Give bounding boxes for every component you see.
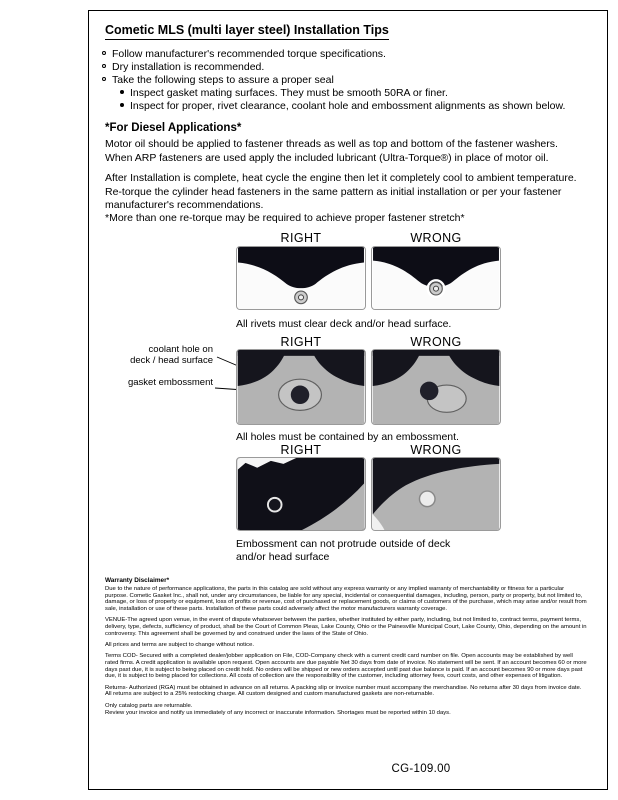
diagram-embossment-right-image	[236, 349, 366, 425]
document-page	[88, 10, 608, 790]
open-bullet-icon	[102, 51, 106, 55]
list-item	[102, 48, 582, 60]
warranty-paragraph: Returns- Authorized (RGA) must be obtained in advance on all returns. A packing slip or invoice number must accompany the merchandise. No returns after 30 days from invoice date. All returns are subject to a 25% restocking charge. All custom designed and custom manufactured gaskets are non-returnable.	[105, 684, 582, 698]
bullet-text: Dry installation is recommended.	[112, 61, 265, 73]
embossment-inside-diagram	[237, 458, 365, 530]
diagram-embossment-wrong-image	[371, 349, 501, 425]
row2-caption: All holes must be contained by an embossment.	[236, 431, 459, 443]
hole-contained-diagram	[237, 350, 365, 424]
list-item	[120, 100, 590, 112]
wrong-header: WRONG	[410, 335, 462, 349]
filled-bullet-icon	[120, 103, 124, 107]
right-header: RIGHT	[280, 335, 322, 349]
warranty-paragraph: VENUE-The agreed upon venue, in the event of dispute whatsoever between the parties, whether instituted by either party, including, but not limited to, contract terms, payment terms, delivery, type, defects, sufficiency of product, shall be the Court of Common Pleas, Lake County, Ohio or the Painesville Municipal Court, Lake County, Ohio, depending on the amount in controversy. This agreement shall be governed by and construed under the laws of the State of Ohio.	[105, 617, 587, 637]
diagram-protrude-right-image	[236, 457, 366, 531]
embossment-protruding-diagram	[372, 458, 500, 530]
wrong-header: WRONG	[410, 443, 462, 457]
hole-not-contained-diagram	[372, 350, 500, 424]
retorque-note: *More than one re-torque may be required to achieve proper fastener stretch*	[105, 212, 465, 224]
list-item	[102, 74, 582, 86]
right-header: RIGHT	[280, 443, 322, 457]
page-title: Cometic MLS (multi layer steel) Installation Tips	[105, 23, 389, 40]
rivet-clear-diagram	[237, 247, 365, 309]
warranty-paragraph: All prices and terms are subject to change without notice.	[105, 642, 254, 649]
bullet-text: Take the following steps to assure a proper seal	[112, 74, 334, 86]
warranty-paragraph: Only catalog parts are returnable.	[105, 702, 193, 709]
warranty-section	[105, 577, 587, 721]
open-bullet-icon	[102, 77, 106, 81]
page-number: CG-109.00	[391, 763, 451, 775]
list-item	[102, 61, 582, 73]
bullet-text: Inspect for proper, rivet clearance, coolant hole and embossment alignments as shown below.	[130, 100, 566, 112]
warranty-paragraph: Review your invoice and notify us immediately of any incorrect or inaccurate information. Shortages must be reported within 10 days.	[105, 709, 451, 716]
warranty-paragraph: Terms COD- Secured with a completed dealer/jobber application on File, COD-Company check with a current credit card number on file. Open accounts may be established by well rated firms. A credit application is available upon request. Open accounts are due payable Net 30 days from date of invoice. No statement will be sent. If an account becomes 60 or more days past due, it is subject to being placed on credit hold. No orders will be shipped or new orders accepted until past due balance is paid. If an account becomes 90 or more days past due, it is subject to being placed for collections. All costs of collection are the responsibility of the customer, including attorney fees, court costs, and other expenses of litigation.	[105, 653, 587, 680]
bullet-text: Inspect gasket mating surfaces. They must be smooth 50RA or finer.	[130, 87, 448, 99]
diesel-paragraph-1: Motor oil should be applied to fastener threads as well as top and bottom of the fastener washers. When ARP fasteners are used apply the included lubricant (Ultra-Torque®) in place of motor oil.	[105, 138, 558, 164]
filled-bullet-icon	[120, 90, 124, 94]
list-item	[120, 87, 590, 99]
wrong-header: WRONG	[410, 231, 462, 245]
diagram-rivet-right-image	[236, 246, 366, 310]
open-bullet-icon	[102, 64, 106, 68]
diagram-rivet-wrong-image	[371, 246, 501, 310]
row3-caption: Embossment can not protrude outside of deck and/or head surface	[236, 538, 451, 563]
gasket-embossment-label: gasket embossment	[127, 377, 213, 388]
coolant-hole-label: coolant hole on deck / head surface	[130, 344, 213, 367]
warranty-paragraph: Due to the nature of performance applications, the parts in this catalog are sold without any express warranty or any implied warranty of merchantability or fitness for a particular purpose. Cometic Gasket Inc., shall not, under any circumstances, be liable for any special, incidental or consequential damages, including, person, party or property, but not limited to, damage, or loss of property or equipment, loss of profits or revenue, cost of purchased or replacement goods, or claims of customers of the purchase, which may arise and/or result from sale, installation or use of these parts. Installation of these parts could adversely affect the motor manufacturers warranty coverage.	[105, 586, 587, 613]
diesel-paragraph-2: After Installation is complete, heat cycle the engine then let it completely cool to ambient temperature. Re-torque the cylinder head fasteners in the same pattern as initial installation or per your fastener manufacturer's recommendations.	[105, 172, 577, 212]
diesel-heading: *For Diesel Applications*	[105, 122, 242, 134]
row1-caption: All rivets must clear deck and/or head surface.	[236, 318, 452, 330]
diagram-protrude-wrong-image	[371, 457, 501, 531]
rivet-overlap-diagram	[372, 247, 500, 309]
right-header: RIGHT	[280, 231, 322, 245]
bullet-text: Follow manufacturer's recommended torque specifications.	[112, 48, 386, 60]
warranty-heading: Warranty Disclaimer*	[105, 577, 170, 584]
